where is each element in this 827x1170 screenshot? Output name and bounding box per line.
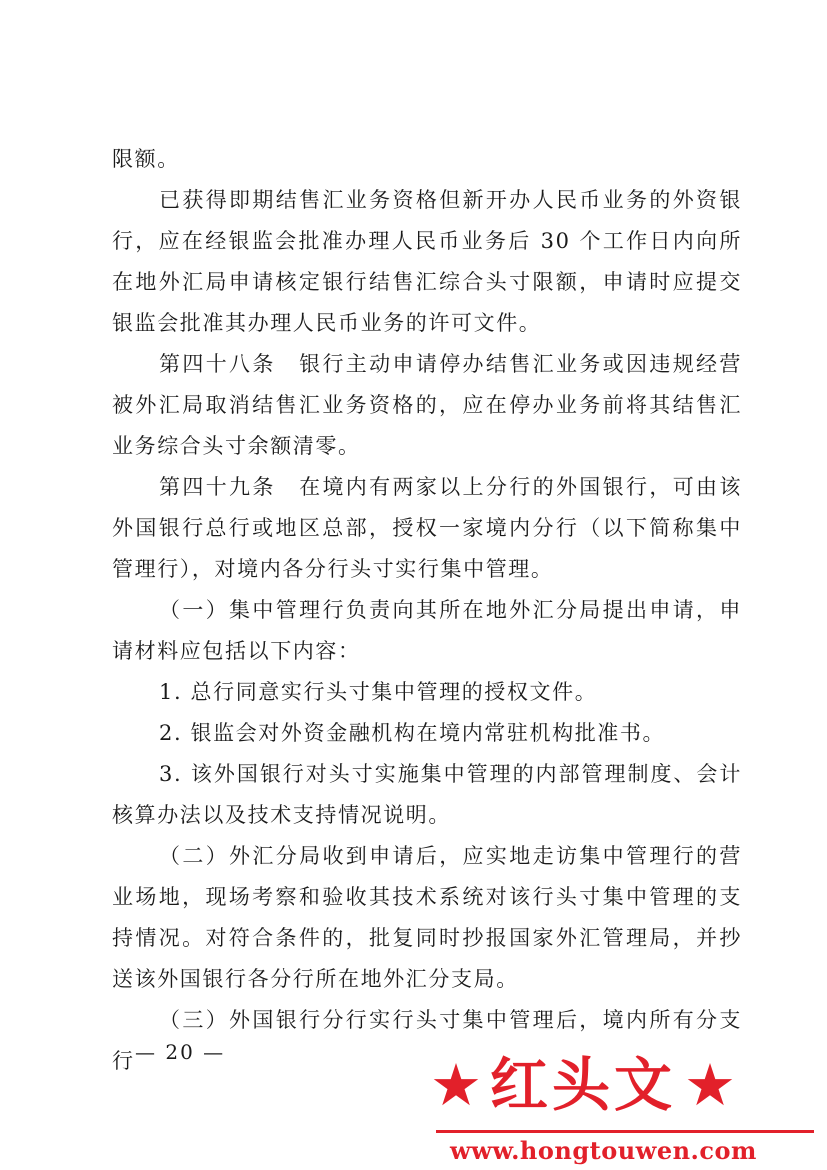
watermark-brand: 红头文 bbox=[490, 1051, 677, 1119]
watermark-title-row bbox=[430, 1050, 736, 1120]
paragraph-article-49: 第四十九条 在境内有两家以上分行的外国银行，可由该外国银行总行或地区总部，授权一家境内分行（以下简称集中管理行），对境内各分行头寸实行集中管理。 bbox=[112, 475, 742, 581]
star-icon: ★ bbox=[684, 1051, 737, 1119]
paragraph-article-48: 第四十八条 银行主动申请停办结售汇业务或因违规经营被外汇局取消结售汇业务资格的，应在停办业务前将其结售汇业务综合头寸余额清零。 bbox=[112, 352, 742, 458]
paragraph-item-3: （三）外国银行分行实行头寸集中管理后，境内所有分支行 bbox=[112, 1008, 742, 1073]
paragraph-item-1: （一）集中管理行负责向其所在地外汇分局提出申请，申请材料应包括以下内容： bbox=[112, 598, 742, 663]
paragraph: 限额。 bbox=[112, 147, 180, 171]
watermark-url: www.hongtouwen.com bbox=[450, 1136, 757, 1165]
star-icon: ★ bbox=[430, 1051, 482, 1119]
watermark-divider bbox=[436, 1130, 814, 1133]
page-number: — 20 — bbox=[135, 1040, 226, 1064]
list-item: 3. 该外国银行对头寸实施集中管理的内部管理制度、会计核算办法以及技术支持情况说明。 bbox=[112, 762, 742, 827]
paragraph: 已获得即期结售汇业务资格但新开办人民币业务的外资银行，应在经银监会批准办理人民币业务后 30 个工作日内向所在地外汇局申请核定银行结售汇综合头寸限额，申请时应提交银监会批准其办理人民币业务的许可文件。 bbox=[112, 188, 742, 335]
list-item: 2. 银监会对外资金融机构在境内常驻机构批准书。 bbox=[159, 721, 666, 745]
list-item: 1. 总行同意实行头寸集中管理的授权文件。 bbox=[159, 680, 598, 704]
watermark bbox=[430, 1050, 820, 1165]
document-body bbox=[112, 139, 742, 1082]
paragraph-item-2: （二）外汇分局收到申请后，应实地走访集中管理行的营业场地，现场考察和验收其技术系统对该行头寸集中管理的支持情况。对符合条件的，批复同时抄报国家外汇管理局，并抄送该外国银行各分行所在地外汇分支局。 bbox=[112, 844, 742, 991]
